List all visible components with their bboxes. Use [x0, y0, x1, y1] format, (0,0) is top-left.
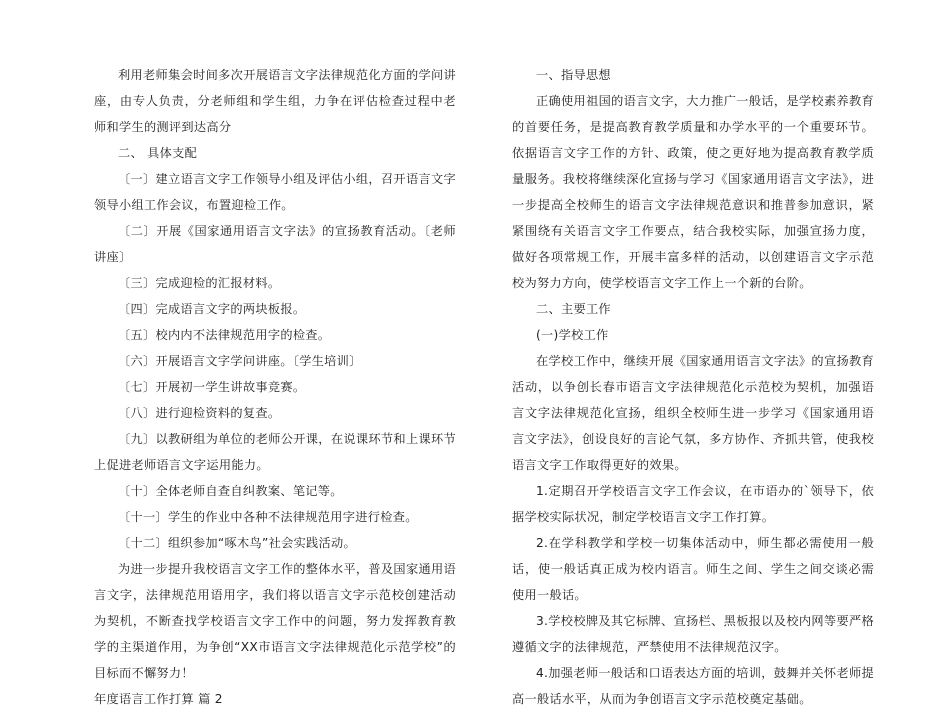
work-item-3: 3.学校校牌及其它标牌、宣扬栏、黑板报以及校内网等要严格遵循文字的法律规范，严禁使用不法律规范汉字。	[512, 614, 874, 654]
document-title-part-2: 年度语言工作打算 篇 2	[94, 692, 223, 706]
list-item-2: 〔二〕开展《国家通用语言文字法》的宣扬教育活动。〔老师讲座〕	[94, 224, 456, 264]
paragraph-guiding-thought: 正确使用祖国的语言文字，大力推广一般话，是学校素养教育的首要任务，是提高教育教学质量和办学水平的一个重要环节。依据语言文字工作的方针、政策，使之更好地为提高教育教学质量服务。我校将继续深化宣扬与学习《国家通用语言文字法》，进一步提高全校师生的语言文字法律规范意识和推普参加意识，紧紧围绕有关语言文字工作要点，结合我校实际，加强宣扬力度，做好各项常规工作，开展丰富多样的活动，以创建语言文字示范校为努力方向，使学校语言文字工作上一个新的台阶。	[512, 94, 874, 290]
work-item-1: 1.定期召开学校语言文字工作会议，在市语办的`领导下，依据学校实际状况，制定学校语言文字工作打算。	[512, 484, 874, 524]
paragraph-lecture-plan: 利用老师集会时间多次开展语言文字法律规范化方面的学问讲座，由专人负责，分老师组和学生组，力争在评估检查过程中老师和学生的测评到达高分	[94, 68, 456, 134]
work-item-4: 4.加强老师一般话和口语表达方面的培训，鼓舞并关怀老师提高一般话水平，从而为争创语言文字示范校奠定基础。	[512, 666, 874, 706]
list-item-5: 〔五〕校内内不法律规范用字的检查。	[118, 328, 331, 342]
list-item-10: 〔十〕全体老师自查自纠教案、笔记等。	[118, 484, 343, 498]
section-heading-main-work: 二、主要工作	[536, 302, 611, 316]
list-item-4: 〔四〕完成语言文字的两块板报。	[118, 302, 306, 316]
paragraph-conclusion: 为进一步提升我校语言文字工作的整体水平，普及国家通用语言文字，法律规范用语用字，我们将以语言文字示范校创建活动为契机，不断查找学校语言文字工作中的问题，努力发挥教育教学的主渠道作用，为争创“XX市语言文字法律规范化示范学校”的目标而不懈努力！	[94, 562, 456, 680]
subsection-heading-school-work: (一)学校工作	[536, 328, 609, 342]
right-column	[512, 62, 874, 712]
section-heading-arrangement: 二、 具体支配	[118, 146, 198, 160]
section-heading-guiding-thought: 一、指导思想	[536, 68, 611, 82]
list-item-6: 〔六〕开展语言文字学问讲座。〔学生培训〕	[118, 354, 362, 368]
list-item-3: 〔三〕完成迎检的汇报材料。	[118, 276, 281, 290]
list-item-8: 〔八〕进行迎检资料的复查。	[118, 406, 281, 420]
list-item-12: 〔十二〕组织参加“啄木鸟”社会实践活动。	[118, 536, 357, 550]
list-item-11: 〔十一〕学生的作业中各种不法律规范用字进行检查。	[118, 510, 418, 524]
work-item-2: 2.在学科教学和学校一切集体活动中，师生都必需使用一般话，使一般话真正成为校内语言。师生之间、学生之间交谈必需使用一般话。	[512, 536, 874, 602]
paragraph-school-work: 在学校工作中，继续开展《国家通用语言文字法》的宣扬教育活动，以争创长春市语言文字法律规范化示范校为契机，加强语言文字法律规范化宣扬，组织全校师生进一步学习《国家通用语言文字法》，创设良好的言论气氛，多方协作、齐抓共管，使我校语言文字工作取得更好的效果。	[512, 354, 874, 472]
list-item-7: 〔七〕开展初一学生讲故事竞赛。	[118, 380, 306, 394]
list-item-9: 〔九〕以教研组为单位的老师公开课，在说课环节和上课环节上促进老师语言文字运用能力。	[94, 432, 456, 472]
list-item-1: 〔一〕建立语言文字工作领导小组及评估小组，召开语言文字领导小组工作会议，布置迎检工作。	[94, 172, 456, 212]
left-column	[94, 62, 456, 712]
